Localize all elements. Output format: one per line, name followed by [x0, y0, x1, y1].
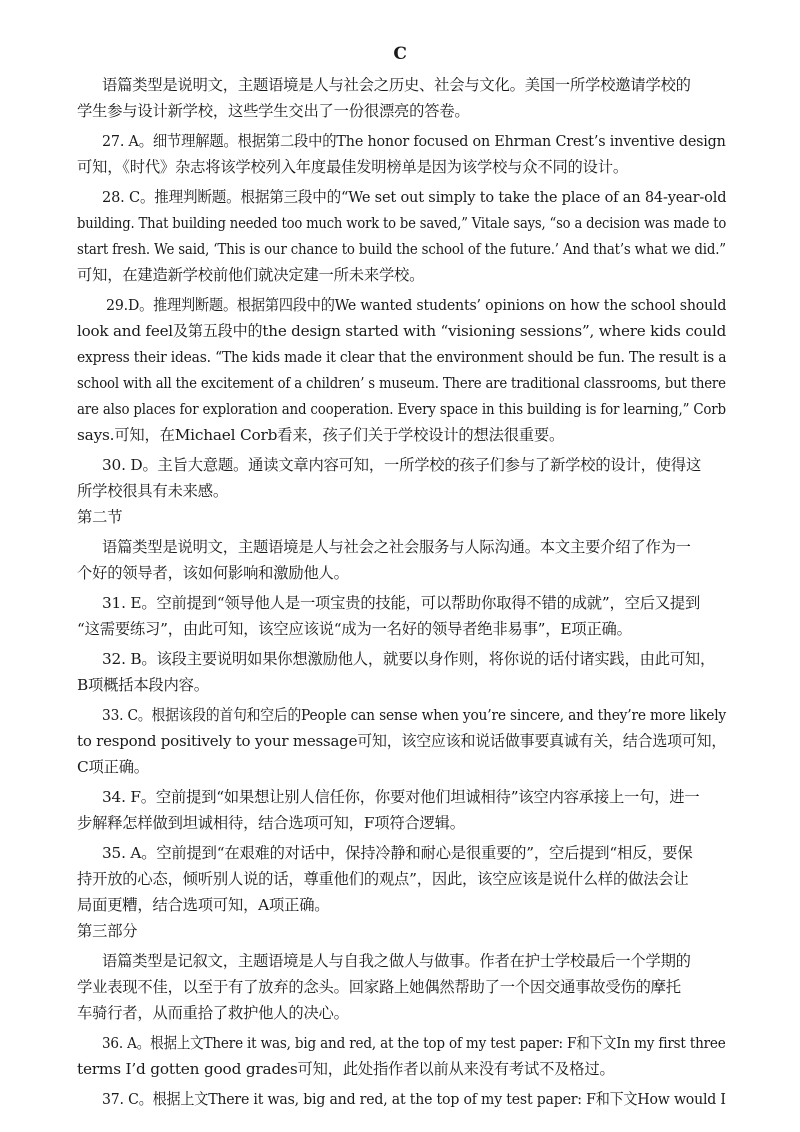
text-line: 31. E。空前提到“领导他人是一项宝贵的技能，可以帮助你取得不错的成就”，空后又提到 — [102, 594, 701, 612]
text-line: 语篇类型是说明文，主题语境是人与社会之社会服务与人际沟通。本文主要介绍了作为一 — [102, 538, 691, 556]
text-line: 语篇类型是说明文，主题语境是人与社会之历史、社会与文化。美国一所学校邀请学校的 — [102, 76, 691, 94]
section-heading: C — [393, 44, 407, 64]
text-line: 35. A。空前提到“在艰难的对话中，保持冷静和耐心是很重要的”，空后提到“相反，要保 — [102, 844, 693, 862]
text-line: 车骑行者，从而重拾了救护他人的决心。 — [77, 1004, 349, 1022]
text-line: 30. D。主旨大意题。通读文章内容可知，一所学校的孩子们参与了新学校的设计，使得这 — [102, 456, 702, 474]
text-line: 个好的领导者，该如何影响和激励他人。 — [77, 564, 349, 582]
text-line: 29.D。推理判断题。根据第四段中的We wanted students’ opinions on how the school should — [106, 296, 727, 314]
text-line: 37. C。根据上文There it was, big and red, at the top of my test paper: F和下文How would I — [102, 1090, 726, 1108]
text-line: 所学校很具有未来感。 — [77, 482, 228, 500]
text-line: 28. C。推理判断题。根据第三段中的“We set out simply to take the place of an 84-year-old — [102, 188, 727, 206]
text-line: 可知，在建造新学校前他们就决定建一所未来学校。 — [77, 266, 425, 284]
text-line: 可知，《时代》杂志将该学校列入年度最佳发明榜单是因为该学校与众不同的设计。 — [77, 158, 628, 176]
text-line: 34. F。空前提到“如果想让别人信任你，你要对他们坦诚相待”该空内容承接上一句，进一 — [102, 788, 700, 806]
text-line: C项正确。 — [77, 758, 149, 776]
text-line: 步解释怎样做到坦诚相待，结合选项可知，F项符合逻辑。 — [77, 814, 465, 832]
text-line: start fresh. We said, ‘This is our chance to build the school of the future.’ And that’s what we did.” — [77, 240, 726, 258]
text-line: B项概括本段内容。 — [77, 676, 209, 694]
text-line: 36. A。根据上文There it was, big and red, at the top of my test paper: F和下文In my first three — [102, 1034, 726, 1052]
text-line: building. That building needed too much work to be saved,” Vitale says, “so a decision was made to — [77, 214, 727, 232]
text-line: school with all the excitement of a children’ s museum. There are traditional classrooms, but there — [77, 374, 726, 392]
text-line: “这需要练习”，由此可知，该空应该说“成为一名好的领导者绝非易事”，E项正确。 — [77, 620, 632, 638]
text-line: are also places for exploration and cooperation. Every space in this building is for learning,” Corb — [77, 400, 726, 418]
text-line: says.可知，在Michael Corb看来，孩子们关于学校设计的想法很重要。 — [77, 426, 565, 444]
subsection-heading: 第二节 — [77, 508, 123, 526]
text-line: 27. A。细节理解题。根据第二段中的The honor focused on Ehrman Crest’s inventive design — [102, 132, 726, 150]
text-line: 语篇类型是记叙文，主题语境是人与自我之做人与做事。作者在护士学校最后一个学期的 — [102, 952, 691, 970]
text-line: express their ideas. “The kids made it clear that the environment should be fun. The result is a — [77, 348, 727, 366]
text-line: 持开放的心态，倾听别人说的话，尊重他们的观点”，因此，该空应该是说什么样的做法会让 — [77, 870, 689, 888]
text-line: 学业表现不佳，以至于有了放弃的念头。回家路上她偶然帮助了一个因交通事故受伤的摩托 — [77, 978, 681, 996]
text-line: 局面更糟，结合选项可知，A项正确。 — [77, 896, 330, 914]
text-line: 32. B。该段主要说明如果你想激励他人，就要以身作则，将你说的话付诸实践，由此可知， — [102, 650, 716, 668]
text-line: 学生参与设计新学校，这些学生交出了一份很漂亮的答卷。 — [77, 102, 470, 120]
text-line: look and feel及第五段中的the design started with “visioning sessions”, where kids could — [77, 322, 727, 340]
text-line: to respond positively to your message可知，该空应该和说话做事要真诚有关，结合选项可知， — [77, 732, 727, 750]
text-line: terms I’d gotten good grades可知，此处指作者以前从来没有考试不及格过。 — [77, 1060, 615, 1078]
subsection-heading: 第三部分 — [77, 922, 138, 940]
text-line: 33. C。根据该段的首句和空后的People can sense when you’re sincere, and they’re more likely — [102, 706, 727, 724]
